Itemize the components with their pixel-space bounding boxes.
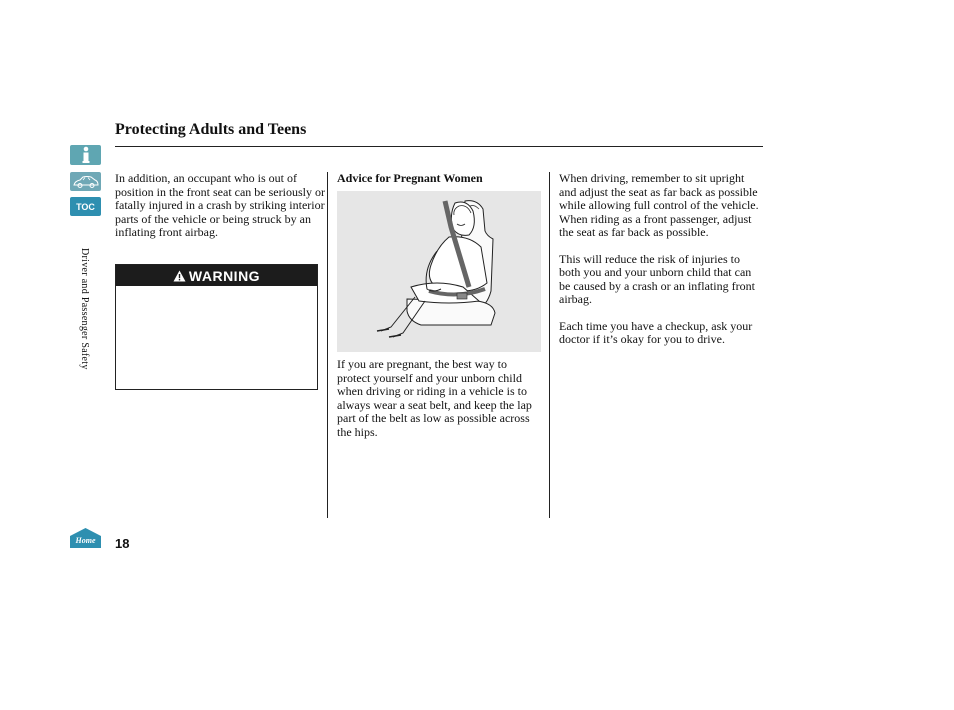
pregnant-woman-illustration bbox=[337, 191, 541, 352]
warning-box bbox=[115, 264, 318, 390]
column-1 bbox=[115, 172, 325, 253]
warning-header bbox=[116, 265, 317, 286]
info-icon bbox=[80, 146, 92, 164]
column-divider-2 bbox=[549, 172, 550, 518]
section-label: Driver and Passenger Safety bbox=[79, 248, 90, 370]
pregnancy-text bbox=[337, 358, 543, 452]
car-icon bbox=[72, 175, 100, 189]
home-label: Home bbox=[75, 536, 96, 545]
pregnancy-paragraph: If you are pregnant, the best way to protect yourself and your unborn child when driving or riding in a vehicle is to always wear a seat belt, and keep the lap part of the belt as low as possible across the hips. bbox=[337, 357, 532, 439]
driving-paragraph: When driving, remember to sit upright and adjust the seat as far back as possible while allowing full control of the vehicle. When riding as a front passenger, adjust the seat as far back as possible. bbox=[559, 171, 759, 239]
intro-paragraph: In addition, an occupant who is out of position in the front seat can be seriously or fatally injured in a crash by striking interior parts of the vehicle or being struck by an inflating front airbag. bbox=[115, 171, 325, 239]
checkup-paragraph: Each time you have a checkup, ask your doctor if it’s okay for you to drive. bbox=[559, 318, 753, 346]
seated-woman-seatbelt-image bbox=[337, 191, 541, 352]
pregnant-advice-heading: Advice for Pregnant Women bbox=[337, 171, 483, 185]
info-button[interactable] bbox=[70, 145, 101, 165]
column-divider-1 bbox=[327, 172, 328, 518]
warning-triangle-icon bbox=[173, 270, 186, 282]
home-icon bbox=[70, 528, 101, 548]
vehicle-button[interactable] bbox=[70, 172, 101, 191]
column-3 bbox=[559, 172, 759, 360]
title-divider bbox=[115, 146, 763, 147]
page-number: 18 bbox=[115, 536, 130, 551]
page-title: Protecting Adults and Teens bbox=[115, 121, 307, 138]
risk-paragraph: This will reduce the risk of injuries to both you and your unborn child that can be caused by a crash or an inflating front airbag. bbox=[559, 251, 755, 306]
warning-label: WARNING bbox=[188, 267, 261, 284]
home-button[interactable] bbox=[70, 528, 101, 548]
toc-button[interactable]: TOC bbox=[70, 197, 101, 216]
